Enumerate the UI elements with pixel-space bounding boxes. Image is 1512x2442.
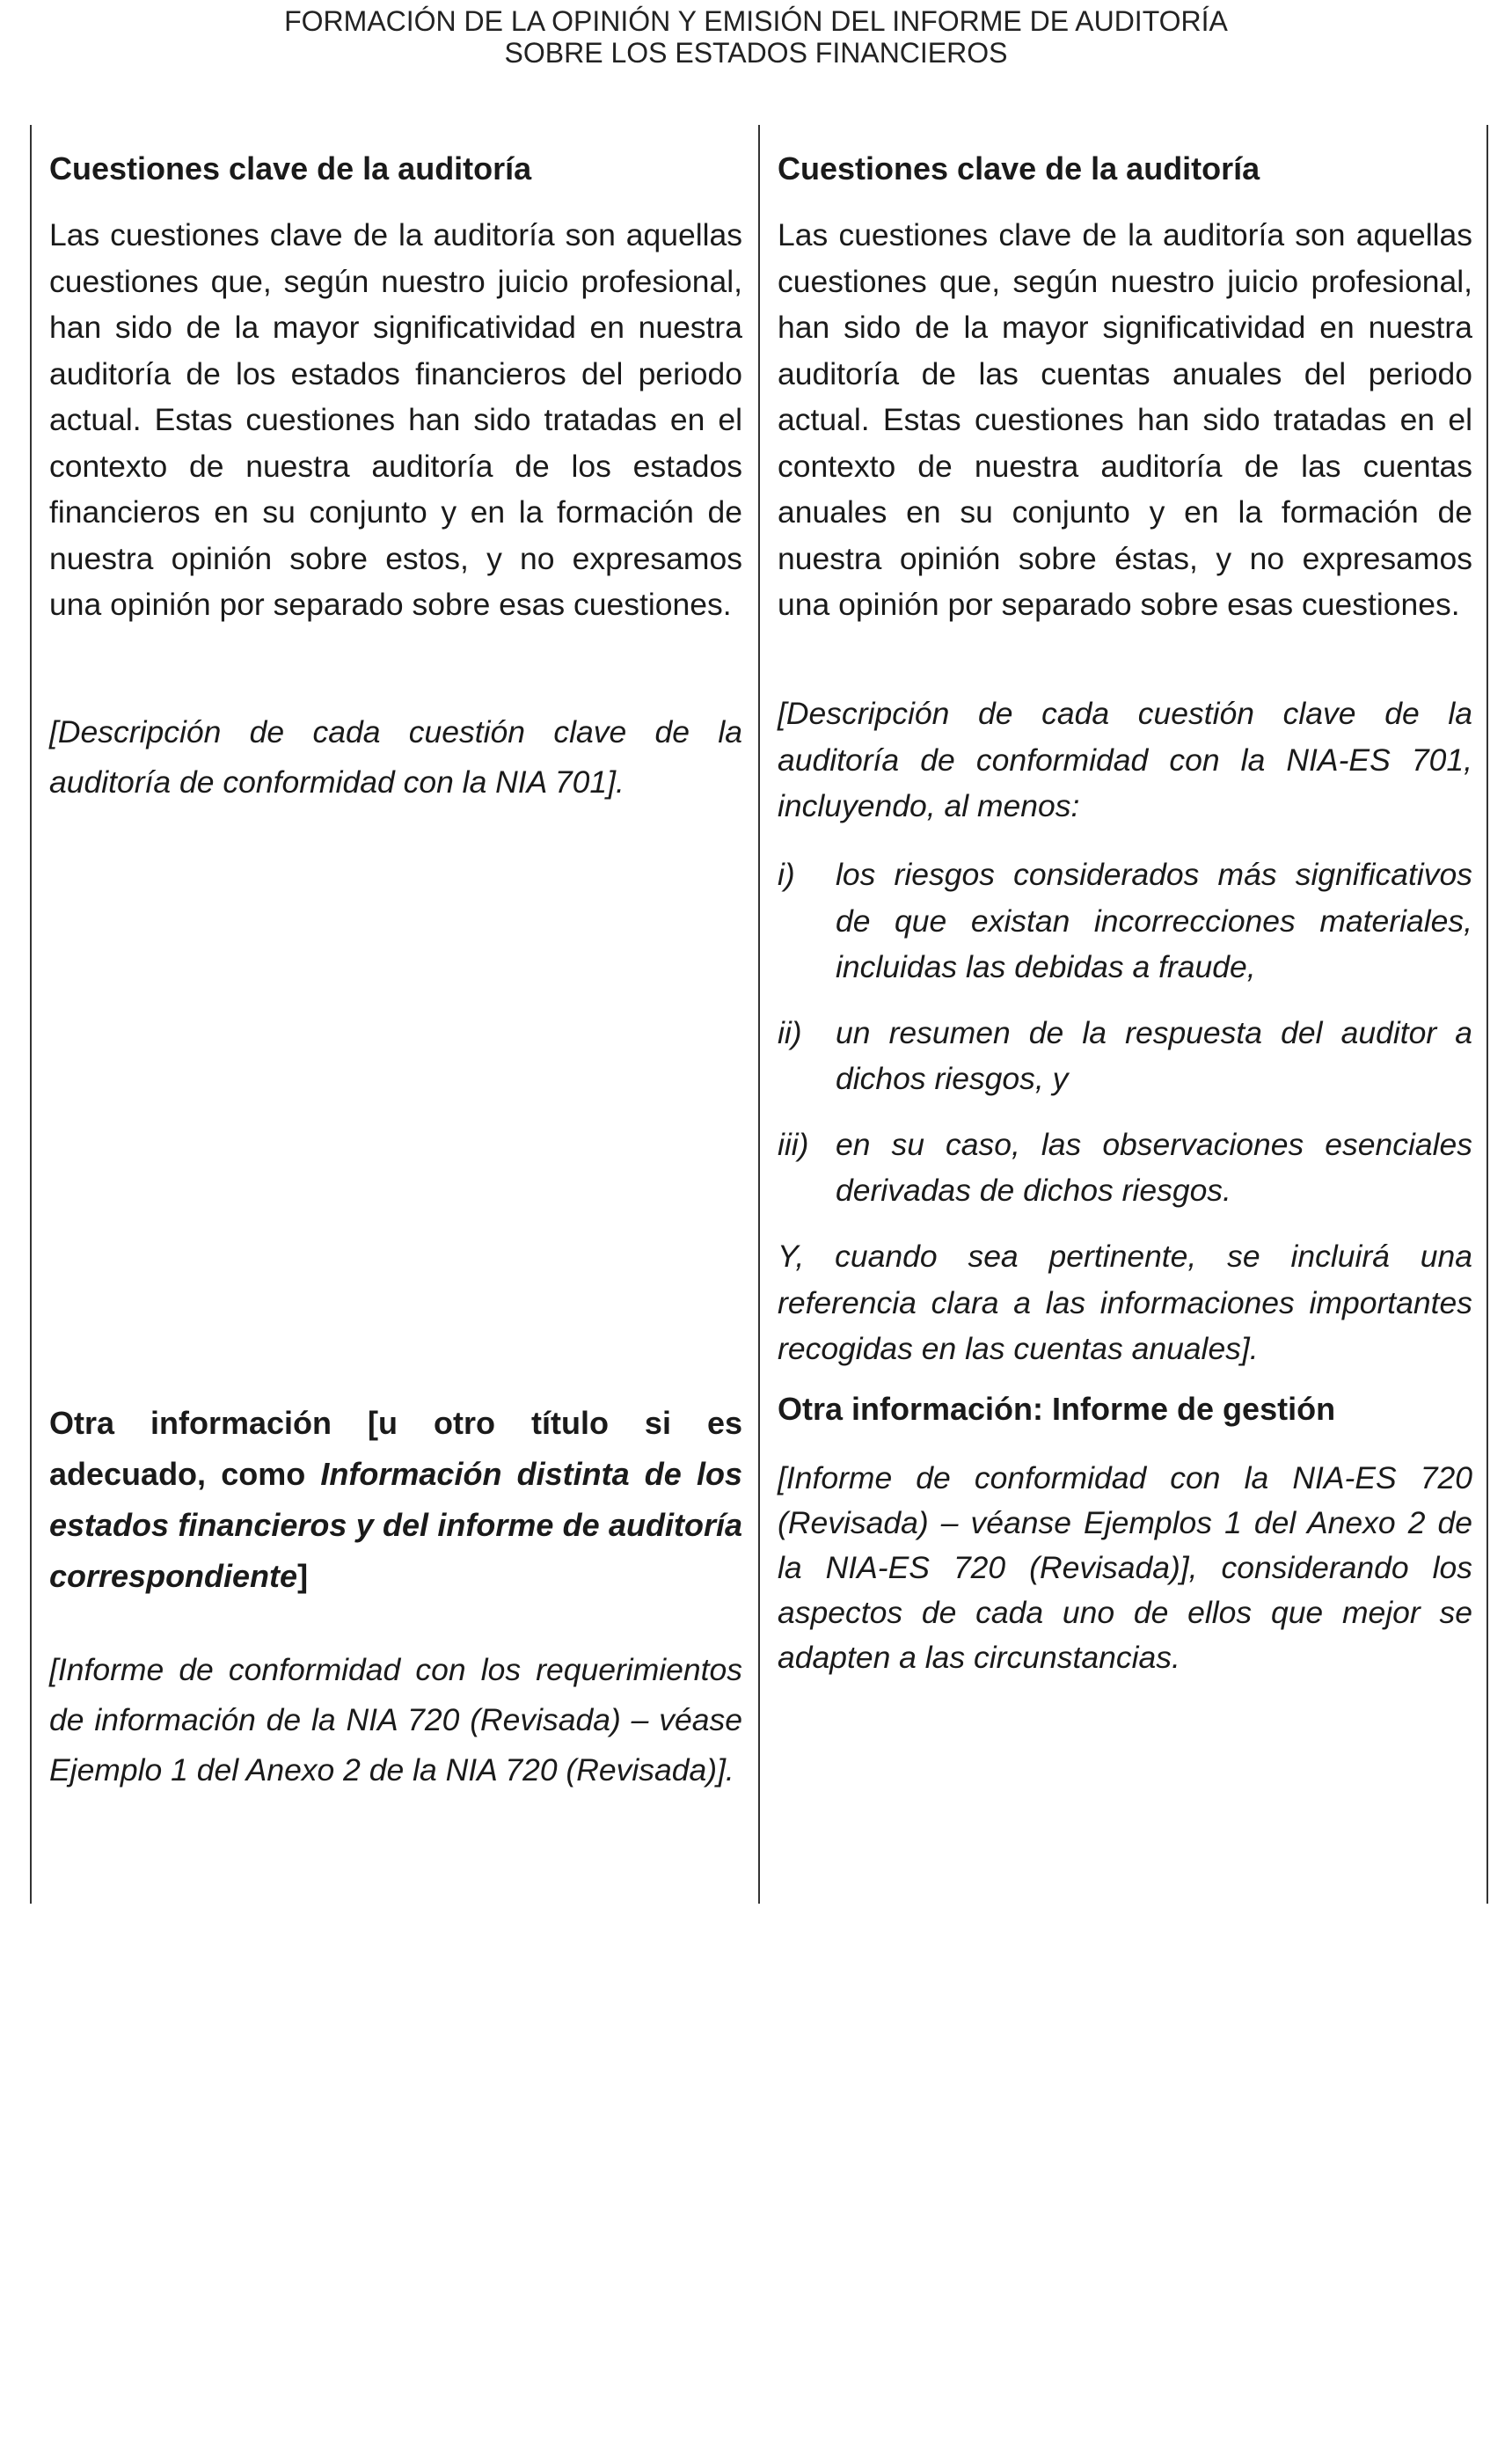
comparison-table [30, 125, 1488, 1904]
list-text: en su caso, las observaciones esenciales derivadas de dichos riesgos. [836, 1126, 1472, 1208]
right-kam-heading: Cuestiones clave de la auditoría [778, 150, 1260, 186]
left-kam-heading: Cuestiones clave de la auditoría [49, 150, 532, 186]
left-oi-heading-part2: ] [297, 1558, 309, 1594]
right-closing-note: Y, cuando sea pertinente, se incluirá una referencia clara a las informaciones importantes recogidas en las cuentas anuales]. [778, 1239, 1472, 1366]
list-text: los riesgos considerados más significativos de que existan incorrecciones materiales, incluidas las debidas a fraude, [836, 857, 1472, 984]
right-kam-body: Las cuestiones clave de la auditoría son aquellas cuestiones que, según nuestro juicio profesional, han sido de la mayor significatividad en nuestra auditoría de las cuentas anuales del periodo actual. Estas cuestiones han sido tratadas en el contexto de nuestra auditoría de las cuentas anuales en su conjunto y en la formación de nuestra opinión sobre éstas, y no expresamos una opinión por separado sobre esas cuestiones. [778, 217, 1472, 622]
list-marker: ii) [778, 1014, 802, 1050]
right-kam-description: [Descripción de cada cuestión clave de la auditoría de conformidad con la NIA-ES 701, incluyendo, al menos: [778, 696, 1472, 823]
table-border-left [30, 125, 32, 1904]
right-kam-list [778, 852, 1472, 1214]
header-line-1: FORMACIÓN DE LA OPINIÓN Y EMISIÓN DEL INFORME DE AUDITORÍA [284, 5, 1228, 37]
left-oi-heading-part1: Otra información [u otro título si es adecuado, como [49, 1405, 742, 1492]
table-border-right [1486, 125, 1488, 1904]
list-item [778, 1010, 1472, 1102]
list-item [778, 1122, 1472, 1214]
list-marker: iii) [778, 1126, 809, 1162]
list-item [778, 852, 1472, 991]
list-text: un resumen de la respuesta del auditor a dichos riesgos, y [836, 1014, 1472, 1096]
left-kam-body: Las cuestiones clave de la auditoría son aquellas cuestiones que, según nuestro juicio profesional, han sido de la mayor significatividad en nuestra auditoría de los estados financieros del periodo actual. Estas cuestiones han sido tratadas en el contexto de nuestra auditoría de los estados financieros en su conjunto y en la formación de nuestra opinión sobre estos, y no expresamos una opinión por separado sobre esas cuestiones. [49, 217, 742, 622]
left-kam-description: [Descripción de cada cuestión clave de la auditoría de conformidad con la NIA 701]. [49, 714, 742, 800]
list-marker: i) [778, 857, 795, 892]
right-other-info-heading: Otra información: Informe de gestión [778, 1391, 1336, 1427]
header-line-2: SOBRE LOS ESTADOS FINANCIEROS [504, 37, 1008, 69]
table-border-middle [758, 125, 760, 1904]
left-other-info-body: [Informe de conformidad con los requerimientos de información de la NIA 720 (Revisada) – véase Ejemplo 1 del Anexo 2 de la NIA 720 (Revisada)]. [49, 1652, 742, 1788]
left-other-info-heading [49, 1398, 742, 1602]
right-other-info-body: [Informe de conformidad con la NIA-ES 720 (Revisada) – véanse Ejemplos 1 del Anexo 2 de la NIA-ES 720 (Revisada)], considerando los aspectos de cada uno de ellos que mejor se adapten a las circunstancias. [778, 1460, 1472, 1675]
left-oi-heading-italic: Información distinta de los estados financieros y del informe de auditoría correspondiente [49, 1456, 742, 1594]
page-header [0, 5, 1512, 69]
